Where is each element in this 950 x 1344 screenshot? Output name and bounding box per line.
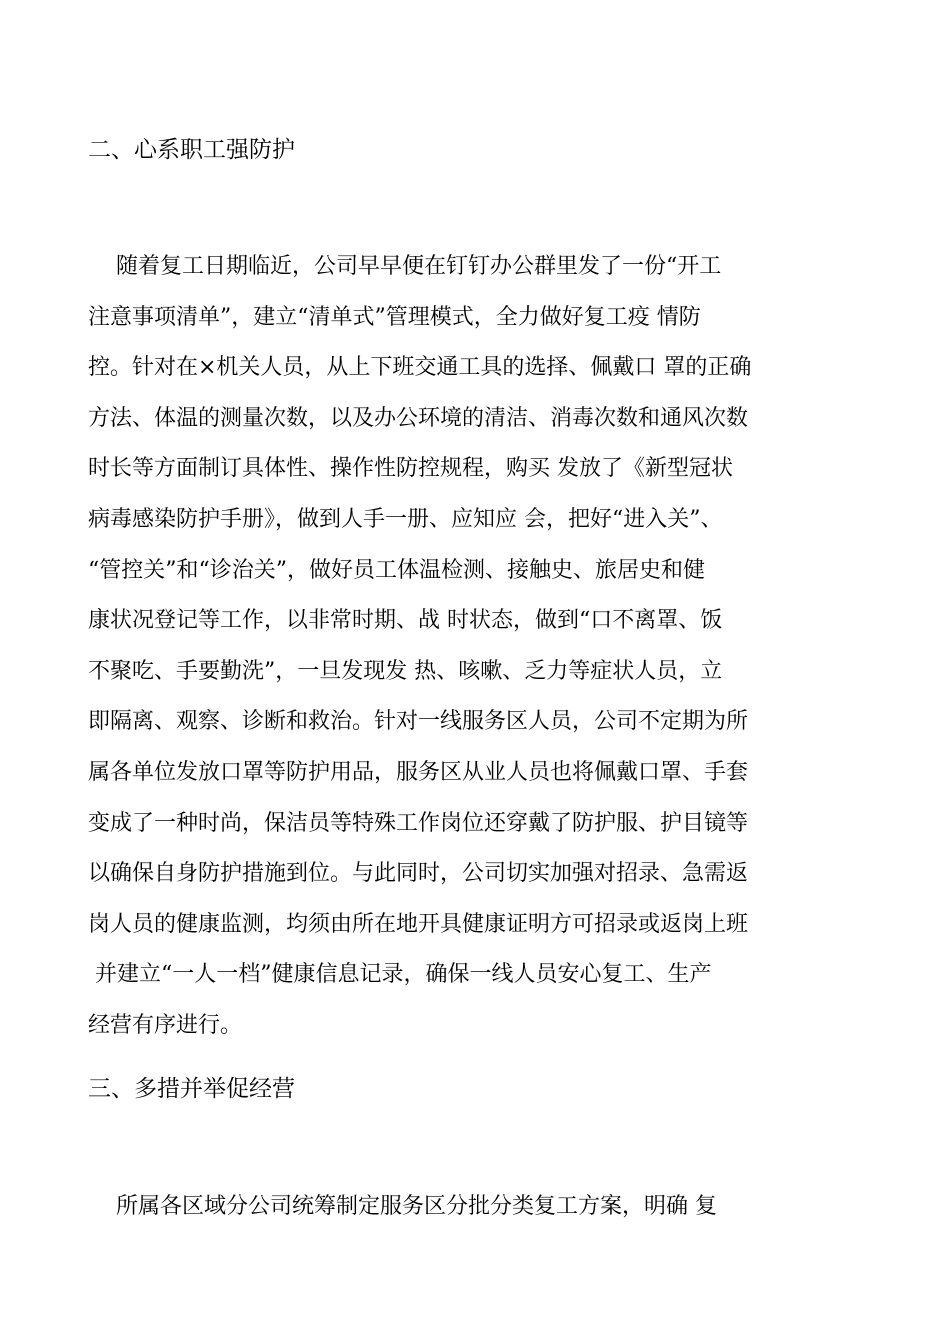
- paragraph-line: 并建立“一人一档”健康信息记录，确保一线人员安心复工、生产: [88, 962, 712, 988]
- paragraph-line: 所属各区域分公司统筹制定服务区分批分类复工方案，明确 复: [88, 1194, 717, 1219]
- paragraph-line: 时长等方面制订具体性、操作性防控规程，购买 发放了《新型冠状: [88, 456, 733, 482]
- paragraph-line: 方法、体温的测量次数，以及办公环境的清洁、消毒次数和通风次数: [88, 405, 749, 431]
- paragraph-line: 病毒感染防护手册》，做到人手一册、应知应 会，把好“进入关”、: [88, 506, 723, 532]
- paragraph-line: 以确保自身防护措施到位。与此同时，公司切实加强对招录、急需返: [88, 861, 749, 887]
- paragraph-line: 即隔离、观察、诊断和救治。针对一线服务区人员，公司不定期为所: [88, 709, 749, 735]
- paragraph-line: 不聚吃、手要勤洗”，一旦发现发 热、咳嗽、乏力等症状人员，立: [88, 658, 723, 684]
- paragraph-line: 随着复工日期临近，公司早早便在钉钉办公群里发了一份“开工: [88, 254, 722, 279]
- paragraph-line: 控。针对在×机关人员，从上下班交通工具的选择、佩戴口 罩的正确: [88, 355, 752, 381]
- paragraph-line: 岗人员的健康监测，均须由所在地开具健康证明方可招录或返岗上班: [88, 911, 749, 937]
- paragraph-line: 康状况登记等工作，以非常时期、战 时状态，做到“口不离罩、饭: [88, 608, 723, 634]
- paragraph-line: 经营有序进行。: [88, 1012, 243, 1038]
- section-heading-2: 二、心系职工强防护: [88, 137, 295, 163]
- section-3-paragraph: [88, 1182, 868, 1233]
- section-2-paragraph: [88, 242, 868, 1052]
- section-heading-3: 三、多措并举促经营: [88, 1076, 295, 1102]
- paragraph-line: 变成了一种时尚，保洁员等特殊工作岗位还穿戴了防护服、护目镜等: [88, 810, 749, 836]
- paragraph-line: “管控关”和“诊治关”，做好员工体温检测、接触史、旅居史和健: [88, 557, 705, 583]
- paragraph-line: 属各单位发放口罩等防护用品，服务区从业人员也将佩戴口罩、手套: [88, 759, 749, 785]
- paragraph-line: 注意事项清单”，建立“清单式”管理模式，全力做好复工疫 情防: [88, 304, 701, 330]
